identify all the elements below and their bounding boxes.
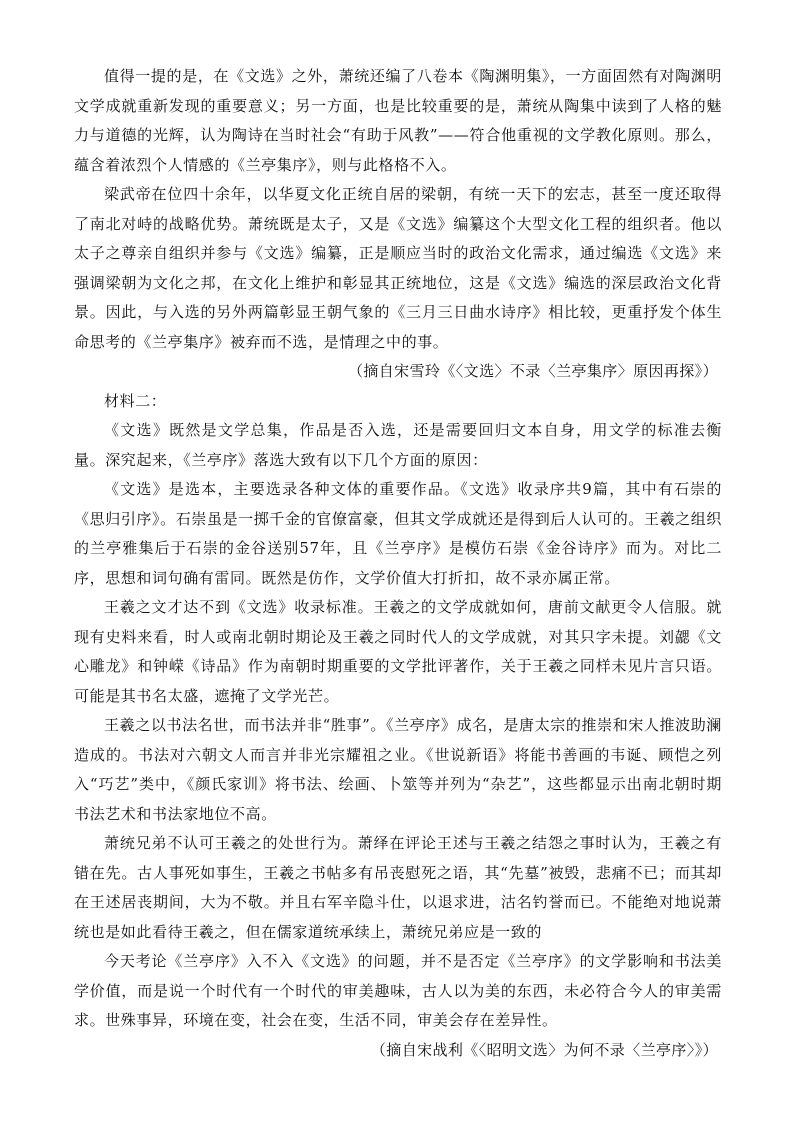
paragraph-conclusion: 今天考论《兰亭序》入不入《文选》的问题，并不是否定《兰亭序》的文学影响和书法美学价值，而是说一个时代有一个时代的审美趣味，古人以为美的东西，未必符合今人的审美需求。世殊事异，环境在变，社会在变，生活不同，审美会存在差异性。	[74, 952, 722, 1029]
paragraph-political-background: 梁武帝在位四十余年，以华夏文化正统自居的梁朝，有统一天下的宏志，甚至一度还取得了南北对峙的战略优势。萧统既是太子，又是《文选》编纂这个大型文化工程的组织者。他以太子之尊亲自组织并参与《文选》编纂，正是顺应当时的政治文化需求，通过编选《文选》来强调梁朝为文化之邦，在文化上维护和彰显其正统地位，这是《文选》编选的深层政治文化背景。因此，与入选的另外两篇彰显王朝气象的《三月三日曲水诗序》相比较，更重抒发个体生命思考的《兰亭集序》被弃而不选，是情理之中的事。	[74, 185, 722, 351]
paragraph-tao-yuanming: 值得一提的是，在《文选》之外，萧统还编了八卷本《陶渊明集》，一方面固然有对陶渊明文学成就重新发现的重要意义；另一方面，也是比较重要的是，萧统从陶集中读到了人格的魅力与道德的光辉，认为陶诗在当时社会“有助于风教”——符合他重视的文学教化原则。那么，蕴含着浓烈个人情感的《兰亭集序》，则与此格格不入。	[74, 67, 722, 174]
paragraph-literary-talent: 王羲之文才达不到《文选》收录标准。王羲之的文学成就如何，唐前文献更令人信服。就现有史料来看，时人或南北朝时期论及王羲之同时代人的文学成就，对其只字未提。刘勰《文心雕龙》和钟嵘《诗品》作为南朝时期重要的文学批评著作，关于王羲之同样未见片言只语。可能是其书名太盛，遮掩了文学光芒。	[74, 598, 722, 705]
paragraph-literary-standard: 《文选》既然是文学总集，作品是否入选，还是需要回归文本自身，用文学的标准去衡量。深究起来，《兰亭序》落选大致有以下几个方面的原因：	[74, 421, 722, 469]
paragraph-calligraphy-status: 王羲之以书法名世，而书法并非“胜事”。《兰亭序》成名，是唐太宗的推崇和宋人推波助澜造成的。书法对六朝文人而言并非光宗耀祖之业。《世说新语》将能书善画的韦诞、顾恺之列入“巧艺”类中，《颜氏家训》将书法、绘画、卜筮等并列为“杂艺”，这些都显示出南北朝时期书法艺术和书法家地位不高。	[74, 716, 722, 823]
source-citation-2: （摘自宋战利《〈昭明文选〉为何不录〈兰亭序〉》）	[370, 1040, 718, 1059]
article-body	[74, 62, 722, 1065]
source-citation-1: （摘自宋雪玲《〈文选〉不录〈兰亭集序〉原因再探》）	[347, 362, 718, 380]
paragraph-imitation: 《文选》是选本，主要选录各种文体的重要作品。《文选》收录序共9篇，其中有石崇的《思归引序》。石崇虽是一掷千金的官僚富豪，但其文学成就还是得到后人认可的。王羲之组织的兰亭雅集后于石崇的金谷送别57年，且《兰亭序》是模仿石崇《金谷诗序》而为。对比二序，思想和词句确有雷同。既然是仿作，文学价值大打折扣，故不录亦属正常。	[74, 480, 722, 587]
material-two-label: 材料二：	[104, 391, 167, 410]
paragraph-conduct: 萧统兄弟不认可王羲之的处世行为。萧绎在评论王述与王羲之结怨之事时认为，王羲之有错在先。古人事死如事生，王羲之书帖多有吊丧慰死之语，其“先墓”被毁，悲痛不已；而其却在王述居丧期间，大为不敬。并且右军辛隐斗仕，以退求进，沽名钓誉而已。不能绝对地说萧统也是如此看待王羲之，但在儒家道统承续上，萧统兄弟应是一致的	[74, 834, 722, 941]
